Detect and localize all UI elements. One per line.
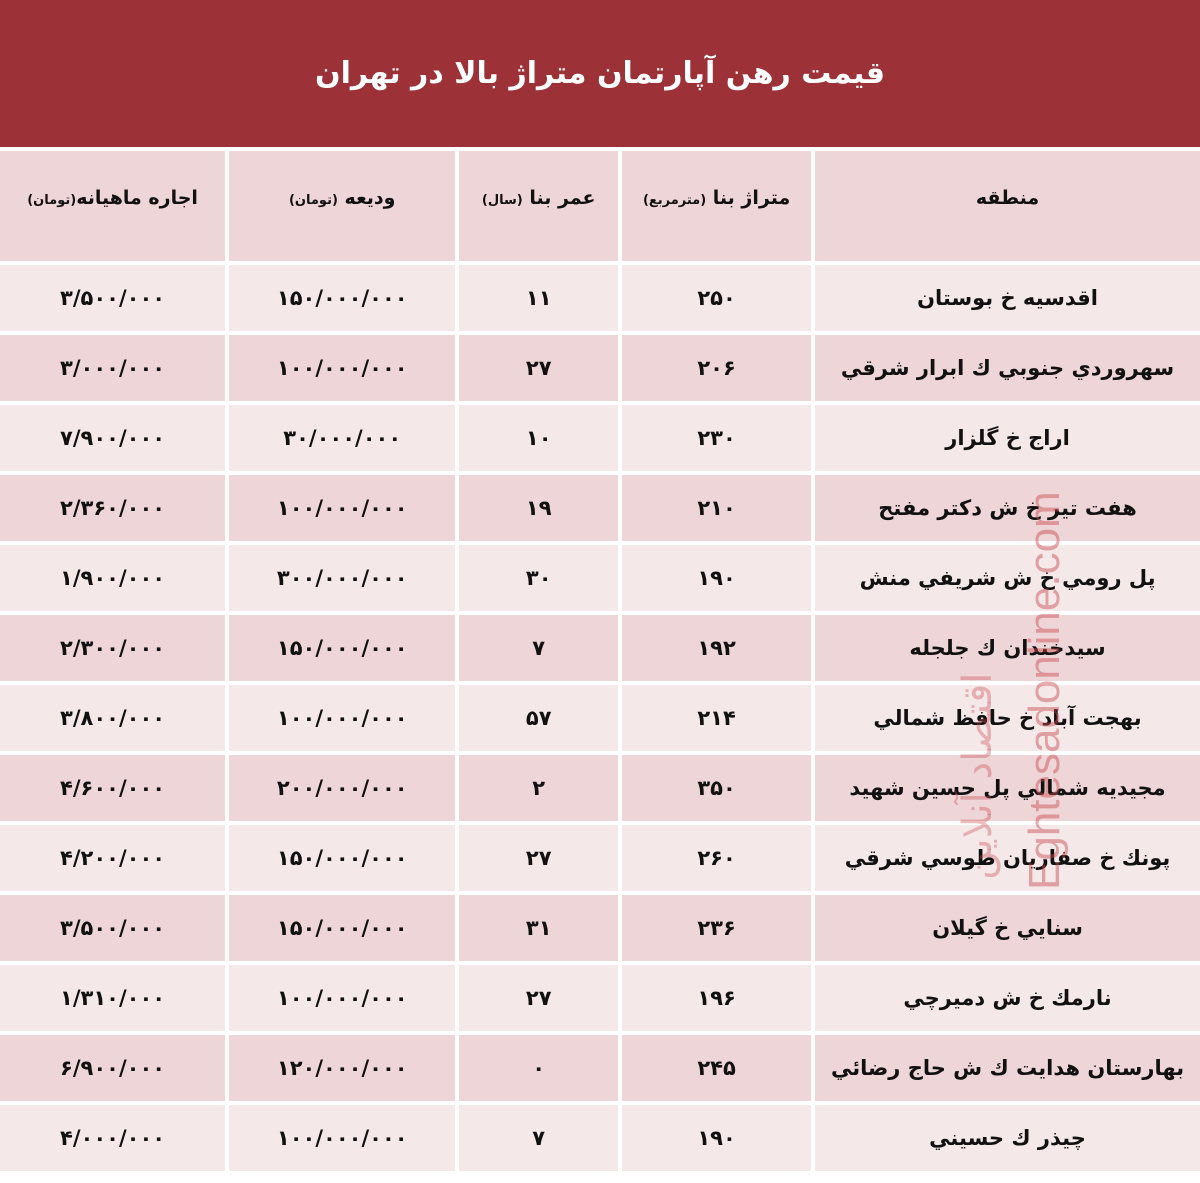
cell-area: ۲۳۶ — [622, 895, 811, 961]
header-unit: (تومان) — [288, 192, 338, 208]
header-area — [622, 151, 811, 261]
cell-area: ۲۶۰ — [622, 825, 811, 891]
table-row — [0, 895, 1200, 961]
table-row — [0, 545, 1200, 611]
cell-rent: ۳/۰۰۰/۰۰۰ — [0, 335, 225, 401]
cell-area: ۲۱۴ — [622, 685, 811, 751]
cell-region: مجيديه شمالي پل حسين شهيد — [815, 755, 1200, 821]
header-label: عمر بنا — [529, 186, 596, 209]
cell-age: ۳۰ — [459, 545, 618, 611]
cell-deposit: ۱۰۰/۰۰۰/۰۰۰ — [229, 475, 455, 541]
cell-rent: ۳/۵۰۰/۰۰۰ — [0, 895, 225, 961]
table-row — [0, 615, 1200, 681]
cell-age: ۰ — [459, 1035, 618, 1101]
header-unit: (مترمربع) — [642, 192, 707, 208]
header-label: ودیعه — [344, 186, 396, 209]
cell-region: چيذر ك حسيني — [815, 1105, 1200, 1171]
cell-region: اراج خ گلزار — [815, 405, 1200, 471]
cell-region: سنايي خ گيلان — [815, 895, 1200, 961]
cell-rent: ۳/۸۰۰/۰۰۰ — [0, 685, 225, 751]
cell-area: ۲۵۰ — [622, 265, 811, 331]
cell-deposit: ۳۰/۰۰۰/۰۰۰ — [229, 405, 455, 471]
table-row — [0, 965, 1200, 1031]
table-row — [0, 755, 1200, 821]
header-unit: (تومان) — [27, 192, 77, 208]
cell-rent: ۴/۰۰۰/۰۰۰ — [0, 1105, 225, 1171]
cell-rent: ۴/۶۰۰/۰۰۰ — [0, 755, 225, 821]
header-unit: (سال) — [481, 192, 523, 208]
cell-age: ۱۱ — [459, 265, 618, 331]
cell-age: ۱۰ — [459, 405, 618, 471]
header-rent — [0, 151, 225, 261]
cell-region: بهجت آباد خ حافظ شمالي — [815, 685, 1200, 751]
cell-rent: ۶/۹۰۰/۰۰۰ — [0, 1035, 225, 1101]
cell-deposit: ۱۰۰/۰۰۰/۰۰۰ — [229, 965, 455, 1031]
table-row — [0, 1035, 1200, 1101]
cell-rent: ۲/۳۶۰/۰۰۰ — [0, 475, 225, 541]
table-row — [0, 1105, 1200, 1171]
cell-age: ۷ — [459, 615, 618, 681]
cell-deposit: ۱۵۰/۰۰۰/۰۰۰ — [229, 615, 455, 681]
cell-rent: ۴/۲۰۰/۰۰۰ — [0, 825, 225, 891]
header-deposit — [229, 151, 455, 261]
cell-region: سهروردي جنوبي ك ابرار شرقي — [815, 335, 1200, 401]
cell-region: بهارستان هدايت ك ش حاج رضائي — [815, 1035, 1200, 1101]
cell-area: ۱۹۶ — [622, 965, 811, 1031]
cell-deposit: ۲۰۰/۰۰۰/۰۰۰ — [229, 755, 455, 821]
cell-region: پل رومي خ ش شريفي منش — [815, 545, 1200, 611]
cell-age: ۲۷ — [459, 335, 618, 401]
table-row — [0, 405, 1200, 471]
cell-deposit: ۱۵۰/۰۰۰/۰۰۰ — [229, 265, 455, 331]
cell-deposit: ۱۵۰/۰۰۰/۰۰۰ — [229, 825, 455, 891]
header-label: منطقه — [975, 186, 1040, 209]
cell-age: ۲۷ — [459, 825, 618, 891]
cell-deposit: ۱۰۰/۰۰۰/۰۰۰ — [229, 685, 455, 751]
table-row — [0, 335, 1200, 401]
cell-rent: ۷/۹۰۰/۰۰۰ — [0, 405, 225, 471]
cell-region: اقدسيه خ بوستان — [815, 265, 1200, 331]
cell-rent: ۲/۳۰۰/۰۰۰ — [0, 615, 225, 681]
header-region — [815, 151, 1200, 261]
cell-deposit: ۳۰۰/۰۰۰/۰۰۰ — [229, 545, 455, 611]
table-row — [0, 685, 1200, 751]
cell-deposit: ۱۰۰/۰۰۰/۰۰۰ — [229, 1105, 455, 1171]
cell-area: ۲۰۶ — [622, 335, 811, 401]
cell-rent: ۱/۳۱۰/۰۰۰ — [0, 965, 225, 1031]
table-row — [0, 265, 1200, 331]
table-row — [0, 825, 1200, 891]
cell-age: ۱۹ — [459, 475, 618, 541]
cell-area: ۲۳۰ — [622, 405, 811, 471]
cell-area: ۲۴۵ — [622, 1035, 811, 1101]
cell-deposit: ۱۰۰/۰۰۰/۰۰۰ — [229, 335, 455, 401]
cell-area: ۱۹۰ — [622, 545, 811, 611]
cell-age: ۲۷ — [459, 965, 618, 1031]
title-bar — [0, 0, 1200, 147]
cell-rent: ۳/۵۰۰/۰۰۰ — [0, 265, 225, 331]
table-header-row — [0, 151, 1200, 261]
header-age — [459, 151, 618, 261]
rent-price-table — [0, 147, 1200, 1175]
cell-area: ۲۱۰ — [622, 475, 811, 541]
cell-deposit: ۱۵۰/۰۰۰/۰۰۰ — [229, 895, 455, 961]
cell-rent: ۱/۹۰۰/۰۰۰ — [0, 545, 225, 611]
cell-age: ۳۱ — [459, 895, 618, 961]
cell-age: ۷ — [459, 1105, 618, 1171]
page-title: قیمت رهن آپارتمان متراژ بالا در تهران — [314, 56, 885, 91]
watermark-latin: Eghtesadonline.com — [1020, 491, 1069, 890]
header-label: اجاره ماهیانه — [76, 186, 198, 209]
cell-region: پونك خ صفاريان طوسي شرقي — [815, 825, 1200, 891]
cell-region: سيدخندان ك جلجله — [815, 615, 1200, 681]
cell-age: ۲ — [459, 755, 618, 821]
cell-age: ۵۷ — [459, 685, 618, 751]
table-row — [0, 475, 1200, 541]
header-label: متراژ بنا — [712, 186, 791, 209]
watermark-persian: اقتصاد آنلاین — [955, 672, 1001, 880]
cell-area: ۱۹۰ — [622, 1105, 811, 1171]
cell-area: ۳۵۰ — [622, 755, 811, 821]
cell-deposit: ۱۲۰/۰۰۰/۰۰۰ — [229, 1035, 455, 1101]
cell-area: ۱۹۲ — [622, 615, 811, 681]
cell-region: نارمك خ ش دميرچي — [815, 965, 1200, 1031]
cell-region: هفت تير خ ش دكتر مفتح — [815, 475, 1200, 541]
